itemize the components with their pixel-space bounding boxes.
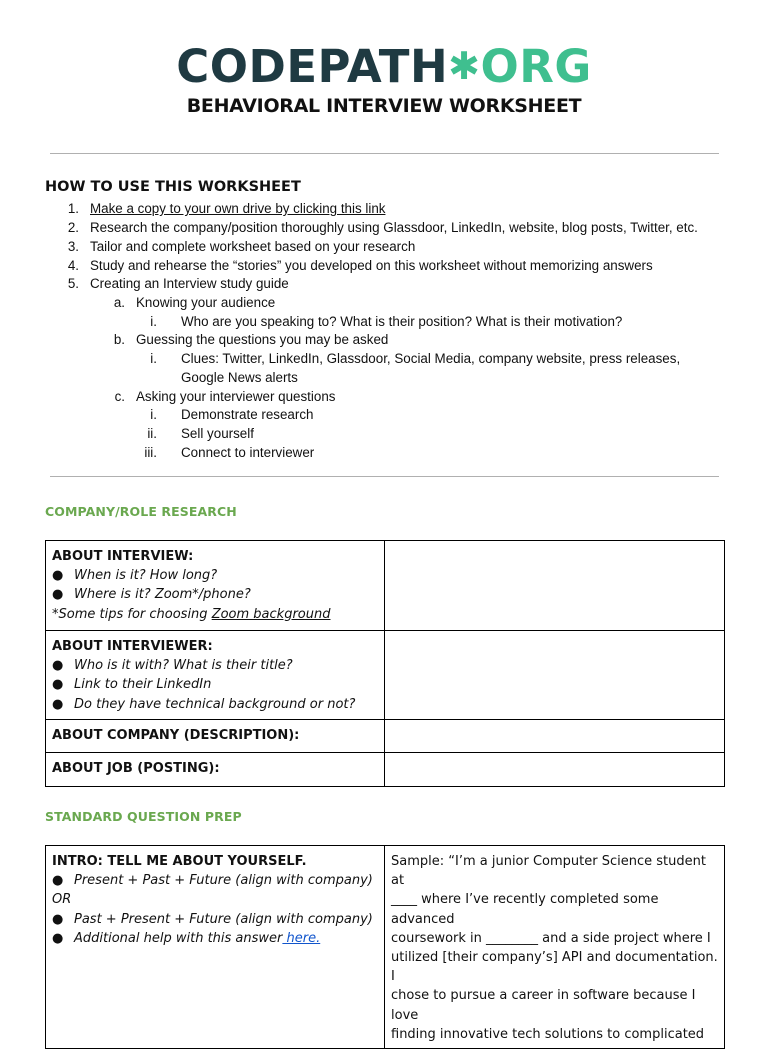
step-number: i.: [150, 407, 157, 422]
zoom-tip: [52, 605, 378, 624]
bullet-icon: ●: [52, 677, 64, 693]
bullet-text: Who is it with? What is their title?: [74, 658, 293, 674]
step-text: Study and rehearse the “stories” you developed on this worksheet without memorizing answers: [90, 258, 653, 273]
table-row: [46, 631, 725, 720]
step-number: i.: [150, 351, 157, 366]
step-number: 4.: [67, 258, 79, 273]
bullet-text: Past + Present + Future (align with company): [74, 911, 373, 927]
step-text: Clues: Twitter, LinkedIn, Glassdoor, Social Media, company website, press releases,: [181, 351, 681, 366]
bullet-text: When is it? How long?: [74, 568, 218, 584]
step-text: Tailor and complete worksheet based on your research: [90, 239, 416, 254]
bullet-icon: ●: [52, 568, 64, 584]
bullet-text: Do they have technical background or not?: [74, 696, 356, 712]
step-text: Google News alerts: [181, 370, 298, 385]
list-item: [52, 695, 378, 714]
copy-drive-link[interactable]: Make a copy to your own drive by clicking this link: [90, 201, 386, 216]
sample-line: finding innovative tech solutions to complicated: [391, 1026, 705, 1042]
bullet-text: Where is it? Zoom*/phone?: [74, 587, 251, 603]
about-job-answer[interactable]: [385, 753, 725, 787]
tip-text: *Some tips for choosing: [52, 606, 212, 622]
table-row: [46, 720, 725, 753]
howto-heading: HOW TO USE THIS WORKSHEET: [45, 179, 301, 195]
step-number: i.: [150, 314, 157, 329]
step-text: Who are you speaking to? What is their position? What is their motivation?: [181, 314, 623, 329]
step-text: Creating an Interview study guide: [90, 276, 289, 291]
sample-line: Sample: “I’m a junior Computer Science student at: [391, 854, 706, 889]
step-number: 3.: [67, 239, 79, 254]
about-company-label: ABOUT COMPANY (DESCRIPTION):: [52, 728, 300, 743]
about-interviewer-answer[interactable]: [385, 631, 725, 720]
standard-question-heading: STANDARD QUESTION PREP: [45, 809, 242, 824]
about-interview-cell: [46, 541, 385, 631]
step-number: ii.: [147, 426, 157, 441]
about-interview-answer[interactable]: [385, 541, 725, 631]
asterisk-icon: ✱: [448, 44, 481, 88]
list-item: [52, 871, 378, 890]
step-text: Research the company/position thoroughly using Glassdoor, LinkedIn, website, blog posts, Twitter, etc.: [90, 220, 698, 235]
intro-question-cell: [46, 846, 385, 1049]
bullet-icon: ●: [52, 930, 64, 946]
bullet-icon: ●: [52, 873, 64, 889]
about-interview-label: ABOUT INTERVIEW:: [52, 549, 194, 564]
list-item: [52, 675, 378, 694]
step-text: Demonstrate research: [181, 407, 314, 422]
step-number: 5.: [67, 276, 79, 291]
bullet-icon: ●: [52, 696, 64, 712]
sample-line: coursework in ________ and a side project where I: [391, 930, 711, 946]
table-row: [46, 846, 725, 1049]
codepath-logo: [0, 38, 768, 95]
logo-text-left: CODEPATH: [176, 40, 449, 93]
sample-line: utilized [their company’s] API and documentation. I: [391, 950, 718, 985]
divider-top: [50, 153, 719, 154]
list-item: [52, 566, 378, 585]
list-item: [52, 910, 378, 929]
additional-help-link[interactable]: here.: [282, 930, 321, 946]
step-text: Guessing the questions you may be asked: [136, 332, 389, 347]
intro-sample-answer[interactable]: [385, 846, 725, 1049]
step-text: Sell yourself: [181, 426, 254, 441]
bullet-icon: ●: [52, 658, 64, 674]
about-job-cell: [46, 753, 385, 787]
logo-text-right: ORG: [480, 40, 592, 93]
document-title: BEHAVIORAL INTERVIEW WORKSHEET: [186, 95, 582, 117]
zoom-background-link[interactable]: Zoom background: [211, 606, 331, 622]
intro-question-label: INTRO: TELL ME ABOUT YOURSELF.: [52, 854, 307, 869]
step-text: Connect to interviewer: [181, 445, 315, 460]
step-number: a.: [113, 295, 125, 310]
table-row: [46, 541, 725, 631]
bullet-icon: ●: [52, 587, 64, 603]
list-item: [52, 585, 378, 604]
step-number: 2.: [67, 220, 79, 235]
step-number: b.: [113, 332, 125, 347]
step-text: Knowing your audience: [136, 295, 276, 310]
about-job-label: ABOUT JOB (POSTING):: [52, 761, 220, 776]
company-research-table: [45, 540, 725, 787]
step-number: iii.: [144, 445, 157, 460]
sample-line: ____ where I’ve recently completed some advanced: [391, 892, 659, 927]
bullet-text: Present + Past + Future (align with company): [74, 873, 373, 889]
table-row: [46, 753, 725, 787]
standard-question-table: [45, 845, 725, 1049]
step-number: c.: [114, 389, 125, 404]
about-company-answer[interactable]: [385, 720, 725, 753]
step-number: 1.: [67, 201, 79, 216]
about-interviewer-label: ABOUT INTERVIEWER:: [52, 639, 213, 654]
bullet-text: Link to their LinkedIn: [74, 677, 212, 693]
or-label: OR: [52, 892, 72, 908]
divider-middle: [50, 476, 719, 477]
bullet-icon: ●: [52, 911, 64, 927]
step-text: Asking your interviewer questions: [136, 389, 336, 404]
list-item: [52, 929, 378, 948]
bullet-text: Additional help with this answer: [74, 930, 283, 946]
about-company-cell: [46, 720, 385, 753]
sample-line: chose to pursue a career in software because I love: [391, 988, 696, 1023]
list-item: [52, 656, 378, 675]
about-interviewer-cell: [46, 631, 385, 720]
company-research-heading: COMPANY/ROLE RESEARCH: [45, 504, 237, 519]
